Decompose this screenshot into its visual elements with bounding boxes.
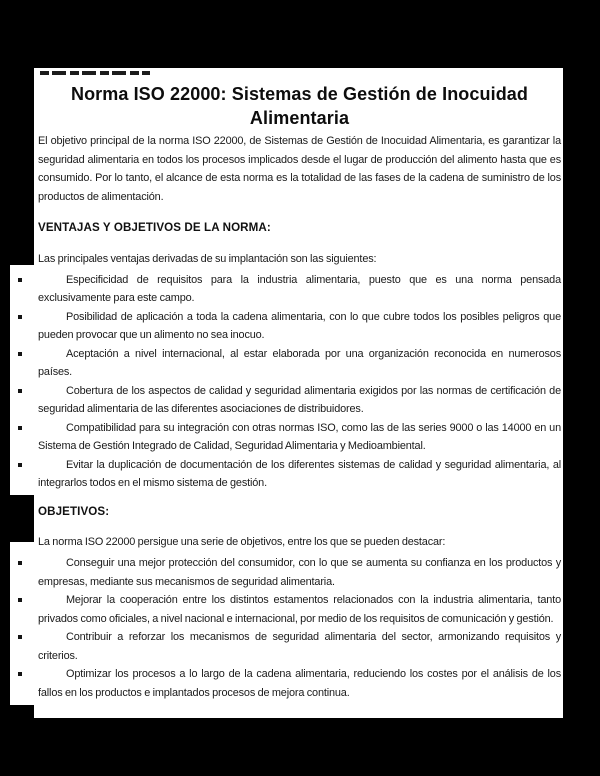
document-page xyxy=(34,68,563,718)
list-item xyxy=(38,456,561,493)
list-item-text: Cobertura de los aspectos de calidad y seguridad alimentaria exigidos por las normas de certificación de seguridad alimentaria de las diferentes asociaciones de distribuidores. xyxy=(38,384,561,415)
list-item xyxy=(38,554,561,591)
bullet-icon xyxy=(18,561,22,565)
list-item xyxy=(38,665,561,702)
list-item-text: Optimizar los procesos a lo largo de la cadena alimentaria, reduciendo los costes por el análisis de los fallos en los productos e implantados procesos de mejora continua. xyxy=(38,668,561,699)
objetivos-lead-text: La norma ISO 22000 persigue una serie de objetivos, entre los que se pueden destacar: xyxy=(38,535,446,548)
list-item xyxy=(38,271,561,308)
list-item xyxy=(38,628,561,665)
list-item-text: Aceptación a nivel internacional, al estar elaborada por una organización reconocida en numerosos países. xyxy=(38,347,561,378)
bullet-icon xyxy=(18,463,22,467)
objetivos-bullet-list xyxy=(38,554,561,702)
list-item xyxy=(38,382,561,419)
list-item xyxy=(38,591,561,628)
list-item-text: Especificidad de requisitos para la industria alimentaria, puesto que es una norma pensada exclusivamente para este campo. xyxy=(38,273,561,304)
bullet-icon xyxy=(18,389,22,393)
section-heading-objetivos: OBJETIVOS: xyxy=(38,504,110,518)
ventajas-lead-text: Las principales ventajas derivadas de su implantación son las siguientes: xyxy=(38,253,377,265)
clipped-header-text-fragment xyxy=(40,71,150,75)
section-heading-ventajas: VENTAJAS Y OBJETIVOS DE LA NORMA: xyxy=(38,221,271,234)
bullet-icon xyxy=(18,635,22,639)
list-item-text: Contribuir a reforzar los mecanismos de seguridad alimentaria del sector, armonizando requisitos y criterios. xyxy=(38,631,561,662)
bullet-icon xyxy=(18,352,22,356)
list-item xyxy=(38,308,561,345)
list-item-text: Mejorar la cooperación entre los distintos estamentos relacionados con la industria alimentaria, tanto privados como oficiales, a nivel nacional e internacional, por medio de los requisitos de comunicación y gestión. xyxy=(38,594,561,625)
list-item-text: Evitar la duplicación de documentación de los diferentes sistemas de calidad y seguridad alimentaria, al integrarlos todos en el mismo sistema de gestión. xyxy=(38,458,561,489)
bullet-icon xyxy=(18,315,22,319)
list-item-text: Conseguir una mejor protección del consumidor, con lo que se aumenta su confianza en los productos y empresas, mediante sus mecanismos de seguridad alimentaria. xyxy=(38,557,561,588)
bullet-icon xyxy=(18,426,22,430)
bullet-icon xyxy=(18,672,22,676)
ventajas-bullet-list xyxy=(38,271,561,493)
bullet-icon xyxy=(18,278,22,282)
document-title: Norma ISO 22000: Sistemas de Gestión de Inocuidad Alimentaria xyxy=(70,84,529,128)
list-item-text: Posibilidad de aplicación a toda la cadena alimentaria, con lo que cubre todos los posibles peligros que pueden provocar que un alimento no sea inocuo. xyxy=(38,310,561,341)
list-item-text: Compatibilidad para su integración con otras normas ISO, como las de las series 9000 o las 14000 en un Sistema de Gestión Integrado de Calidad, Seguridad Alimentaria y Medioambiental. xyxy=(38,421,561,452)
list-item xyxy=(38,345,561,382)
intro-paragraph: El objetivo principal de la norma ISO 22000, de Sistemas de Gestión de Inocuidad Alimentaria, es garantizar la seguridad alimentaria en todos los procesos implicados desde el lugar de producción del alimento hasta que es consumido. Por lo tanto, el alcance de esta norma es la totalidad de las fases de la cadena de suministro de los productos de alimentación. xyxy=(38,135,561,203)
bullet-icon xyxy=(18,598,22,602)
list-item xyxy=(38,419,561,456)
